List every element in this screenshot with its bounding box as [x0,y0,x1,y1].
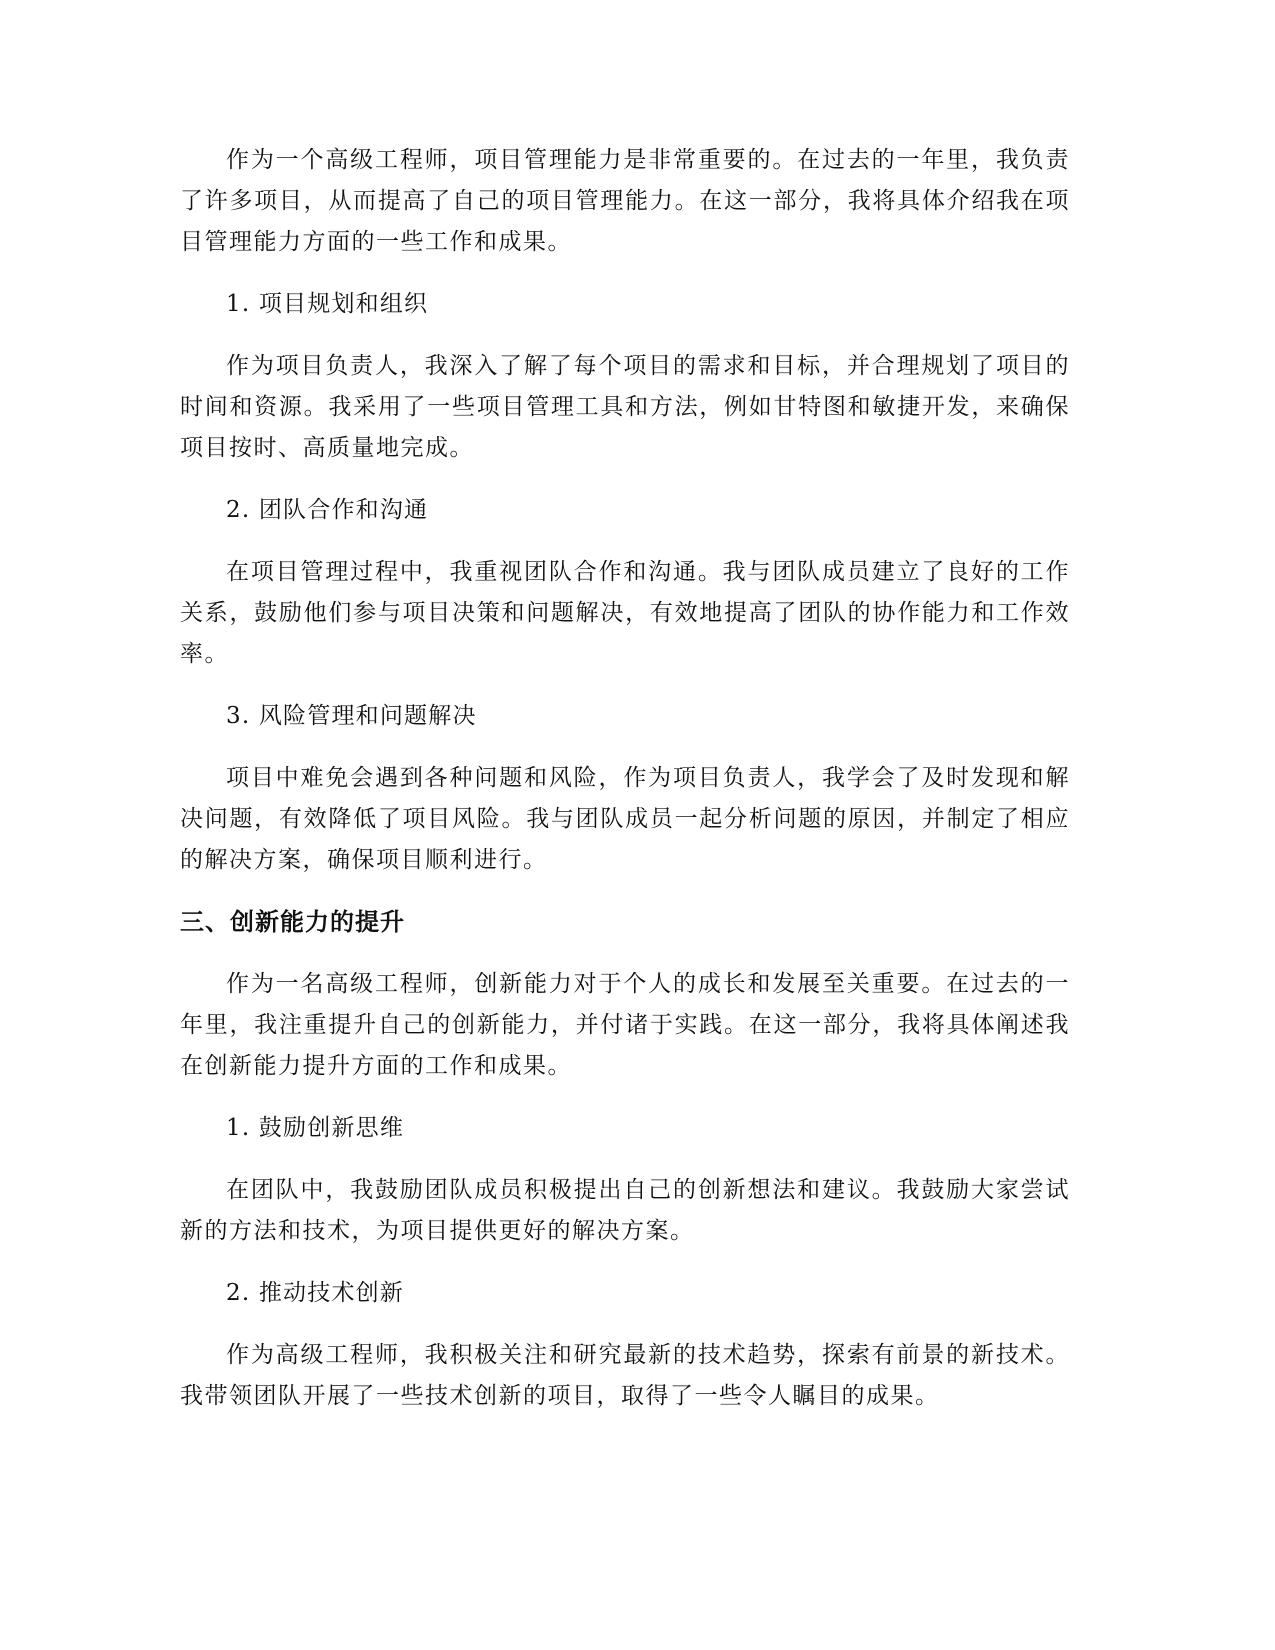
paragraph-innovation-intro: 作为一名高级工程师，创新能力对于个人的成长和发展至关重要。在过去的一年里，我注重提升自己的创新能力，并付诸于实践。在这一部分，我将具体阐述我在创新能力提升方面的工作和成果。 [180,971,1070,1079]
list-item-tech-innovation: 2. 推动技术创新 [226,1280,405,1306]
list-item-risk-management: 3. 风险管理和问题解决 [226,703,477,729]
paragraph-tech-innovation: 作为高级工程师，我积极关注和研究最新的技术趋势，探索有前景的新技术。我带领团队开展了一些技术创新的项目，取得了一些令人瞩目的成果。 [180,1342,1070,1409]
list-item-teamwork: 2. 团队合作和沟通 [226,497,429,523]
paragraph-teamwork: 在项目管理过程中，我重视团队合作和沟通。我与团队成员建立了良好的工作关系，鼓励他们参与项目决策和问题解决，有效地提高了团队的协作能力和工作效率。 [180,559,1070,667]
list-item-project-planning: 1. 项目规划和组织 [226,291,429,317]
paragraph-risk-management: 项目中难免会遇到各种问题和风险，作为项目负责人，我学会了及时发现和解决问题，有效降低了项目风险。我与团队成员一起分析问题的原因，并制定了相应的解决方案，确保项目顺利进行。 [180,765,1070,873]
section-heading-innovation: 三、创新能力的提升 [180,908,405,936]
document-page [180,140,1070,1438]
intro-paragraph: 作为一个高级工程师，项目管理能力是非常重要的。在过去的一年里，我负责了许多项目，从而提高了自己的项目管理能力。在这一部分，我将具体介绍我在项目管理能力方面的一些工作和成果。 [180,147,1070,255]
list-item-encourage-innovation: 1. 鼓励创新思维 [226,1115,405,1141]
paragraph-project-planning: 作为项目负责人，我深入了解了每个项目的需求和目标，并合理规划了项目的时间和资源。我采用了一些项目管理工具和方法，例如甘特图和敏捷开发，来确保项目按时、高质量地完成。 [180,353,1070,461]
paragraph-encourage-innovation: 在团队中，我鼓励团队成员积极提出自己的创新想法和建议。我鼓励大家尝试新的方法和技术，为项目提供更好的解决方案。 [180,1177,1070,1244]
